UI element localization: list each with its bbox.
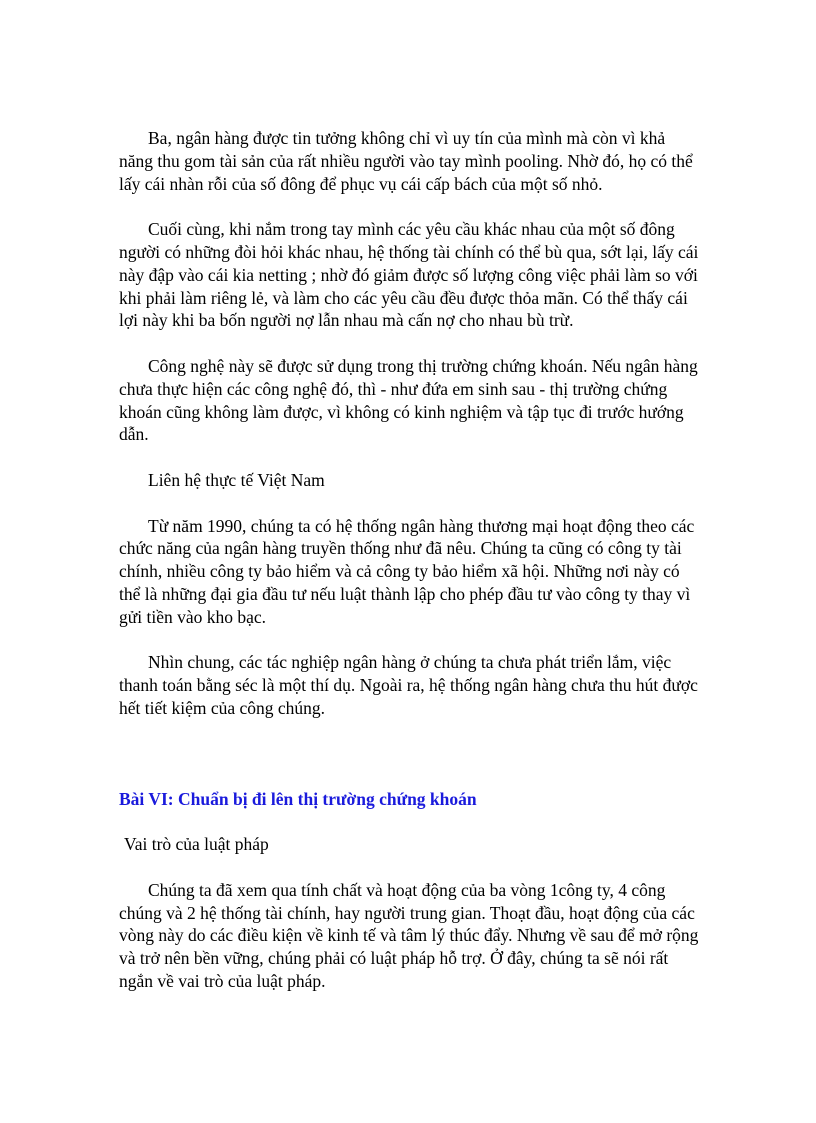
section-spacer [119,743,699,788]
paragraph-pooling: Ba, ngân hàng được tin tưởng không chỉ vì uy tín của mình mà còn vì khả năng thu gom tài sản của rất nhiều người vào tay mình pooling. Nhờ đó, họ có thể lấy cái nhàn rỗi của số đông để phục vụ cái cấp bách của một số nhỏ. [119,128,693,194]
document-page [119,127,699,1015]
paragraph-vietnam-heading: Liên hệ thực tế Việt Nam [148,469,325,490]
paragraph-law-role: Chúng ta đã xem qua tính chất và hoạt động của ba vòng 1công ty, 4 công chúng và 2 hệ thống tài chính, hay người trung gian. Thoạt đầu, hoạt động của các vòng này do các điều kiện về kinh tế và tâm lý thúc đẩy. Nhưng về sau để mở rộng và trở nên bền vững, chúng phải có luật pháp hỗ trợ. Ở đây, chúng ta sẽ nói rất ngắn về vai trò của luật pháp. [119,879,699,991]
paragraph-since-1990: Từ năm 1990, chúng ta có hệ thống ngân hàng thương mại hoạt động theo các chức năng của ngân hàng truyền thống như đã nêu. Chúng ta cũng có công ty tài chính, nhiều công ty bảo hiểm và cả công ty bảo hiểm xã hội. Những nơi này có thể là những đại gia đầu tư nếu luật thành lập cho phép đầu tư vào công ty thay vì gửi tiền vào kho bạc. [119,515,695,627]
paragraph-overview: Nhìn chung, các tác nghiệp ngân hàng ở chúng ta chưa phát triển lắm, việc thanh toán bằng séc là một thí dụ. Ngoài ra, hệ thống ngân hàng chưa thu hút được hết tiết kiệm của công chúng. [119,652,698,718]
paragraph-netting: Cuối cùng, khi nắm trong tay mình các yêu cầu khác nhau của một số đông người có những đòi hỏi khác nhau, hệ thống tài chính có thể bù qua, sớt lại, lấy cái này đập vào cái kia netting ; nhờ đó giảm được số lượng công việc phải làm so với khi phải làm riêng lẻ, và làm cho các yêu cầu đều được thỏa mãn. Có thể thấy cái lợi này khi ba bốn người nợ lẫn nhau mà cấn nợ cho nhau bù trừ. [119,219,699,331]
paragraph-technology: Công nghệ này sẽ được sử dụng trong thị trường chứng khoán. Nếu ngân hàng chưa thực hiện các công nghệ đó, thì - như đứa em sinh sau - thị trường chứng khoán cũng không làm được, vì không có kinh nghiệm và tập tục đi trước hướng dẫn. [119,355,698,445]
section-heading: Bài VI: Chuẩn bị đi lên thị trường chứng khoán [119,788,477,809]
section-subheading: Vai trò của luật pháp [124,834,269,855]
